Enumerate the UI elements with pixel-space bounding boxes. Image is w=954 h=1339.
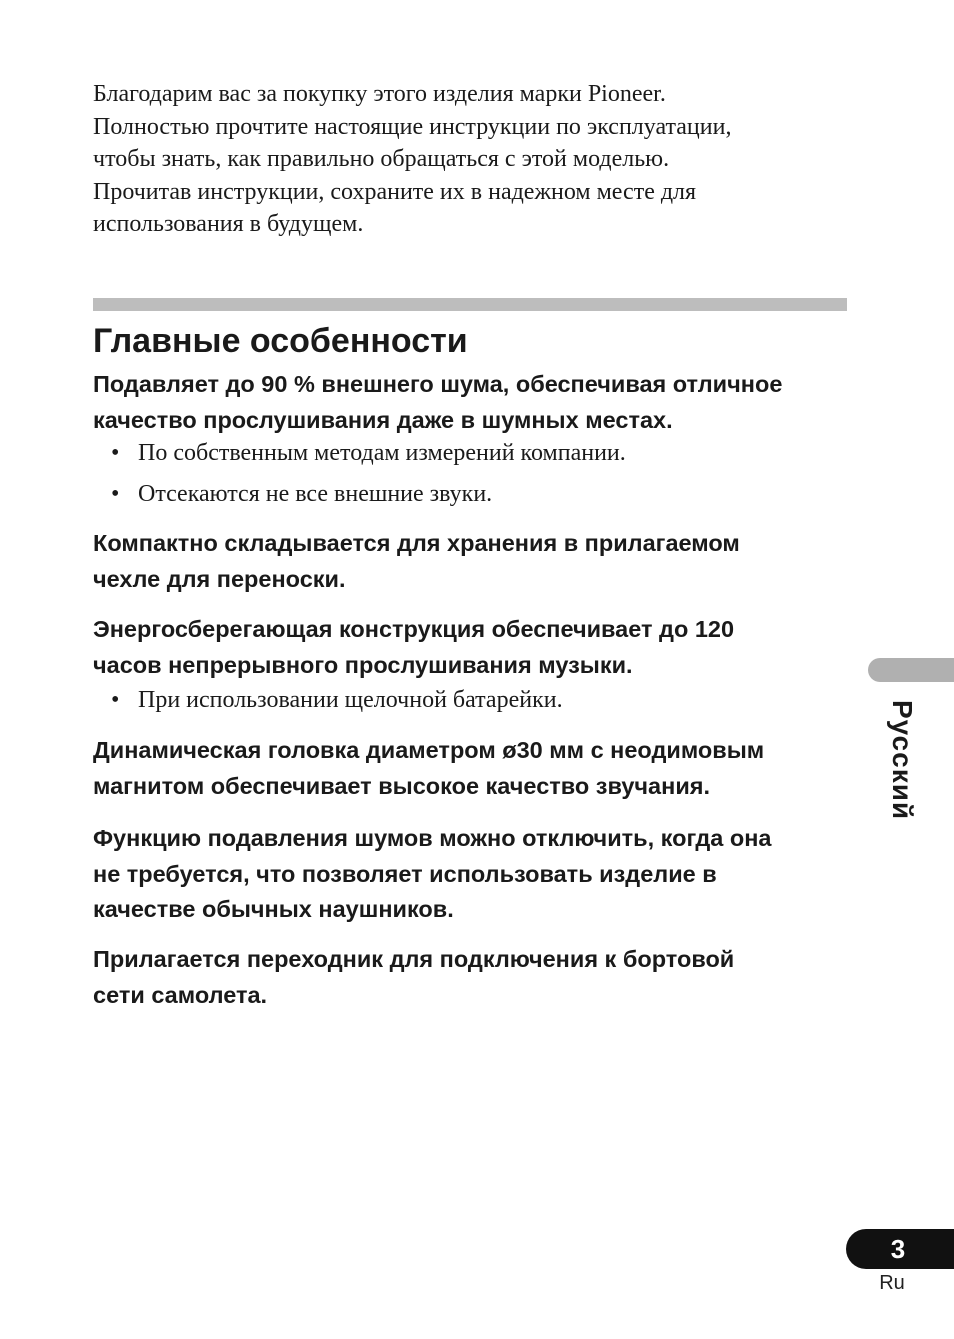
- feature-line: Динамическая головка диаметром ø30 мм с неодимовым: [93, 737, 765, 763]
- feature-heading: [93, 942, 863, 1013]
- feature-line: магнитом обеспечивает высокое качество звучания.: [93, 772, 711, 799]
- bullet-dot: •: [111, 440, 120, 466]
- section-divider: [93, 298, 847, 311]
- intro-line: Полностью прочтите настоящие инструкции по эксплуатации,: [93, 113, 732, 140]
- bullet-dot: •: [111, 481, 120, 507]
- feature-heading: [93, 733, 863, 804]
- feature-line: качестве обычных наушников.: [93, 896, 454, 922]
- feature-heading: [93, 367, 863, 438]
- feature-heading: [93, 612, 863, 683]
- bullet-item: [111, 438, 626, 468]
- section-title: Главные особенности: [93, 322, 468, 360]
- language-tab-bar: [868, 658, 954, 682]
- feature-line: не требуется, что позволяет использовать изделие в: [93, 860, 717, 887]
- intro-line: Благодарим вас за покупку этого изделия марки Pioneer.: [93, 81, 666, 107]
- feature-line: сети самолета.: [93, 981, 268, 1008]
- feature-line: качество прослушивания даже в шумных местах.: [93, 406, 673, 433]
- feature-line: Прилагается переходник для подключения к бортовой: [93, 946, 735, 972]
- feature-line: Компактно складывается для хранения в прилагаемом: [93, 530, 740, 556]
- bullet-text: Отсекаются не все внешние звуки.: [138, 481, 493, 507]
- feature-line: чехле для переноски.: [93, 565, 346, 592]
- intro-line: Прочитав инструкции, сохраните их в надежном месте для: [93, 178, 697, 205]
- bullet-text: По собственным методам измерений компании.: [138, 440, 626, 466]
- intro-line: использования в будущем.: [93, 211, 364, 237]
- feature-heading: [93, 526, 863, 597]
- feature-line: Энергосберегающая конструкция обеспечивает до 120: [93, 616, 735, 642]
- page-number: 3: [890, 1234, 906, 1264]
- feature-line: Функцию подавления шумов можно отключить, когда она: [93, 825, 772, 851]
- bullet-item: [111, 685, 563, 715]
- feature-heading: [93, 821, 863, 928]
- language-code: Ru: [879, 1272, 905, 1294]
- intro-line: чтобы знать, как правильно обращаться с этой моделью.: [93, 146, 670, 172]
- bullet-item: [111, 479, 492, 509]
- language-label: Русский: [887, 700, 918, 821]
- bullet-dot: •: [111, 687, 120, 713]
- feature-line: Подавляет до 90 % внешнего шума, обеспечивая отличное: [93, 371, 783, 397]
- bullet-text: При использовании щелочной батарейки.: [138, 687, 563, 713]
- feature-line: часов непрерывного прослушивания музыки.: [93, 651, 633, 678]
- intro-paragraph: [93, 78, 853, 241]
